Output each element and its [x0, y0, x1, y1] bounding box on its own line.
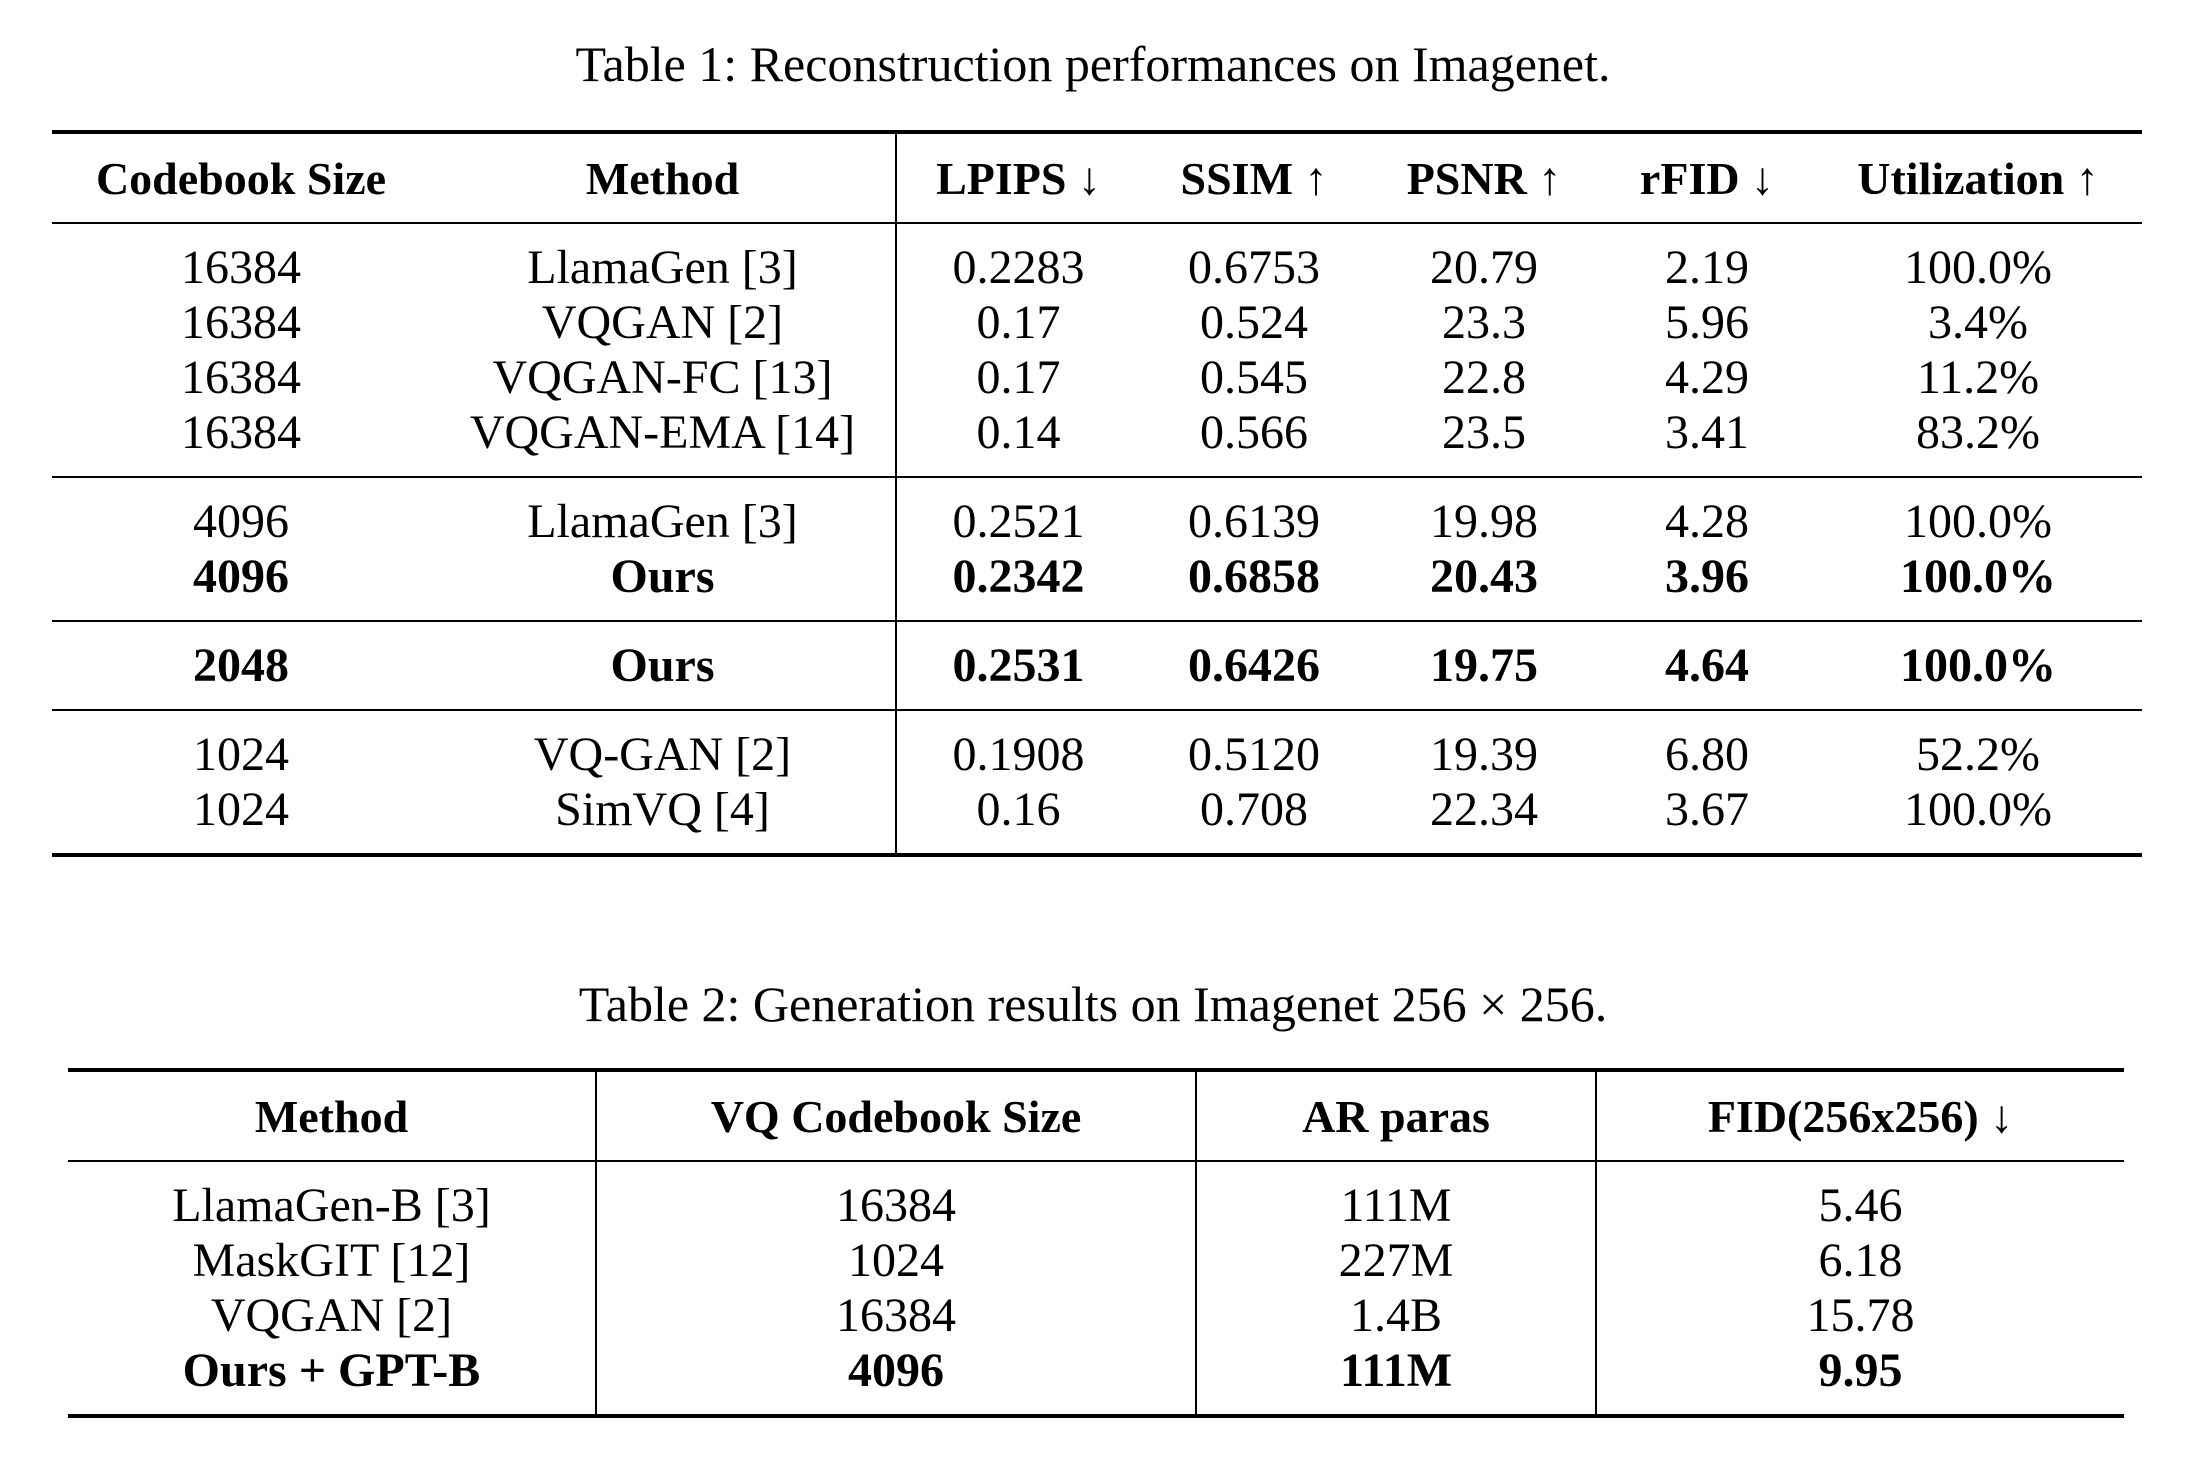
table-row — [52, 405, 2142, 477]
cell-ssim: 0.566 — [1200, 406, 1308, 459]
header-utilization: Utilization ↑ — [1814, 132, 2142, 223]
table-row — [52, 350, 2142, 405]
cell-lpips: 0.2283 — [896, 223, 1140, 295]
cell-utilization: 100.0% — [1814, 782, 2142, 855]
cell-vq-codebook-size: 1024 — [596, 1233, 1196, 1288]
cell-psnr: 22.34 — [1368, 782, 1600, 855]
table-row — [52, 295, 2142, 350]
cell-method: LlamaGen [3] — [430, 223, 896, 295]
cell-ssim: 0.6426 — [1140, 621, 1368, 710]
cell-ssim: 0.708 — [1140, 782, 1368, 855]
cell-ssim: 0.5120 — [1140, 710, 1368, 782]
cell-method: Ours — [430, 621, 896, 710]
cell-rfid: 6.80 — [1600, 710, 1814, 782]
cell-ssim: 0.6139 — [1140, 477, 1368, 549]
cell-fid: 9.95 — [1596, 1343, 2124, 1416]
cell-vq-codebook-size: 16384 — [596, 1161, 1196, 1233]
cell-lpips: 0.17 — [976, 296, 1061, 349]
cell-utilization: 100.0% — [1814, 621, 2142, 710]
cell-lpips: 0.2531 — [896, 621, 1140, 710]
cell-rfid: 3.41 — [1665, 406, 1749, 459]
cell-lpips: 0.2342 — [952, 550, 1085, 603]
cell-vq-codebook-size: 16384 — [596, 1288, 1196, 1343]
cell-ssim: 0.545 — [1200, 351, 1308, 404]
cell-psnr: 20.43 — [1430, 550, 1538, 603]
table-row — [52, 621, 2142, 710]
cell-method: Ours + GPT-B — [68, 1343, 596, 1416]
cell-psnr: 19.98 — [1368, 477, 1600, 549]
cell-fid: 6.18 — [1818, 1234, 1903, 1287]
cell-ssim: 0.6753 — [1140, 223, 1368, 295]
header-vq-codebook-size: VQ Codebook Size — [596, 1070, 1196, 1161]
cell-utilization: 3.4% — [1928, 296, 2028, 349]
cell-psnr: 22.8 — [1442, 351, 1526, 404]
cell-codebook-size: 16384 — [52, 223, 430, 295]
cell-rfid: 4.28 — [1600, 477, 1814, 549]
cell-ssim: 0.6858 — [1188, 550, 1320, 603]
header-lpips: LPIPS ↓ — [896, 132, 1140, 223]
cell-vq-codebook-size: 4096 — [596, 1343, 1196, 1416]
table2-caption: Table 2: Generation results on Imagenet 256 × 256. — [578, 976, 1608, 1032]
cell-method: VQ-GAN [2] — [430, 710, 896, 782]
reconstruction-table — [52, 130, 2142, 857]
header-codebook-size: Codebook Size — [52, 132, 430, 223]
cell-rfid: 2.19 — [1600, 223, 1814, 295]
cell-ssim: 0.524 — [1200, 296, 1308, 349]
cell-utilization: 11.2% — [1916, 351, 2040, 404]
cell-lpips: 0.14 — [976, 406, 1061, 459]
cell-psnr: 23.5 — [1442, 406, 1526, 459]
cell-codebook-size: 1024 — [52, 782, 430, 855]
cell-fid: 15.78 — [1806, 1289, 1915, 1342]
header-ssim: SSIM ↑ — [1140, 132, 1368, 223]
cell-rfid: 4.29 — [1665, 351, 1749, 404]
header-rfid: rFID ↓ — [1600, 132, 1814, 223]
cell-codebook-size: 4096 — [193, 550, 289, 603]
cell-psnr: 19.39 — [1368, 710, 1600, 782]
cell-codebook-size: 16384 — [181, 406, 301, 459]
cell-lpips: 0.1908 — [896, 710, 1140, 782]
cell-rfid: 3.67 — [1600, 782, 1814, 855]
header-psnr: PSNR ↑ — [1368, 132, 1600, 223]
cell-ar-paras: 1.4B — [1196, 1288, 1596, 1343]
cell-utilization: 100.0% — [1814, 223, 2142, 295]
header-fid: FID(256x256) ↓ — [1596, 1070, 2124, 1161]
cell-codebook-size: 2048 — [52, 621, 430, 710]
generation-table — [68, 1068, 2124, 1418]
cell-method: LlamaGen-B [3] — [68, 1161, 596, 1233]
cell-method: LlamaGen [3] — [430, 477, 896, 549]
cell-method: SimVQ [4] — [430, 782, 896, 855]
table-row — [68, 1343, 2124, 1416]
cell-utilization: 100.0% — [1814, 477, 2142, 549]
table1-header-row — [52, 132, 2142, 223]
table-row — [68, 1288, 2124, 1343]
cell-rfid: 5.96 — [1665, 296, 1749, 349]
cell-lpips: 0.2521 — [896, 477, 1140, 549]
cell-rfid: 3.96 — [1665, 550, 1749, 603]
cell-codebook-size: 16384 — [181, 351, 301, 404]
cell-ar-paras: 227M — [1196, 1233, 1596, 1288]
header-ar-paras: AR paras — [1196, 1070, 1596, 1161]
cell-method: VQGAN-FC [13] — [430, 350, 896, 405]
header-method: Method — [68, 1070, 596, 1161]
cell-method: MaskGIT [12] — [68, 1233, 596, 1288]
table-row — [52, 710, 2142, 782]
cell-method: VQGAN [2] — [430, 295, 896, 350]
table-row — [52, 549, 2142, 621]
cell-utilization: 83.2% — [1916, 406, 2040, 459]
cell-fid: 5.46 — [1596, 1161, 2124, 1233]
cell-codebook-size: 4096 — [52, 477, 430, 549]
header-method: Method — [430, 132, 896, 223]
table-row — [52, 223, 2142, 295]
table-row — [68, 1233, 2124, 1288]
table-row — [52, 477, 2142, 549]
cell-psnr: 23.3 — [1442, 296, 1526, 349]
cell-method: VQGAN-EMA [14] — [430, 405, 896, 477]
cell-lpips: 0.16 — [896, 782, 1140, 855]
cell-ar-paras: 111M — [1196, 1343, 1596, 1416]
table2-header-row — [68, 1070, 2124, 1161]
cell-codebook-size: 16384 — [181, 296, 301, 349]
cell-method: Ours — [430, 549, 896, 621]
table-row — [68, 1161, 2124, 1233]
cell-psnr: 20.79 — [1368, 223, 1600, 295]
table1-caption: Table 1: Reconstruction performances on Imagenet. — [575, 36, 1611, 92]
cell-rfid: 4.64 — [1600, 621, 1814, 710]
cell-lpips: 0.17 — [976, 351, 1061, 404]
cell-psnr: 19.75 — [1368, 621, 1600, 710]
cell-method: VQGAN [2] — [68, 1288, 596, 1343]
cell-utilization: 52.2% — [1814, 710, 2142, 782]
cell-ar-paras: 111M — [1196, 1161, 1596, 1233]
cell-utilization: 100.0% — [1900, 550, 2056, 603]
cell-codebook-size: 1024 — [52, 710, 430, 782]
table-row — [52, 782, 2142, 855]
